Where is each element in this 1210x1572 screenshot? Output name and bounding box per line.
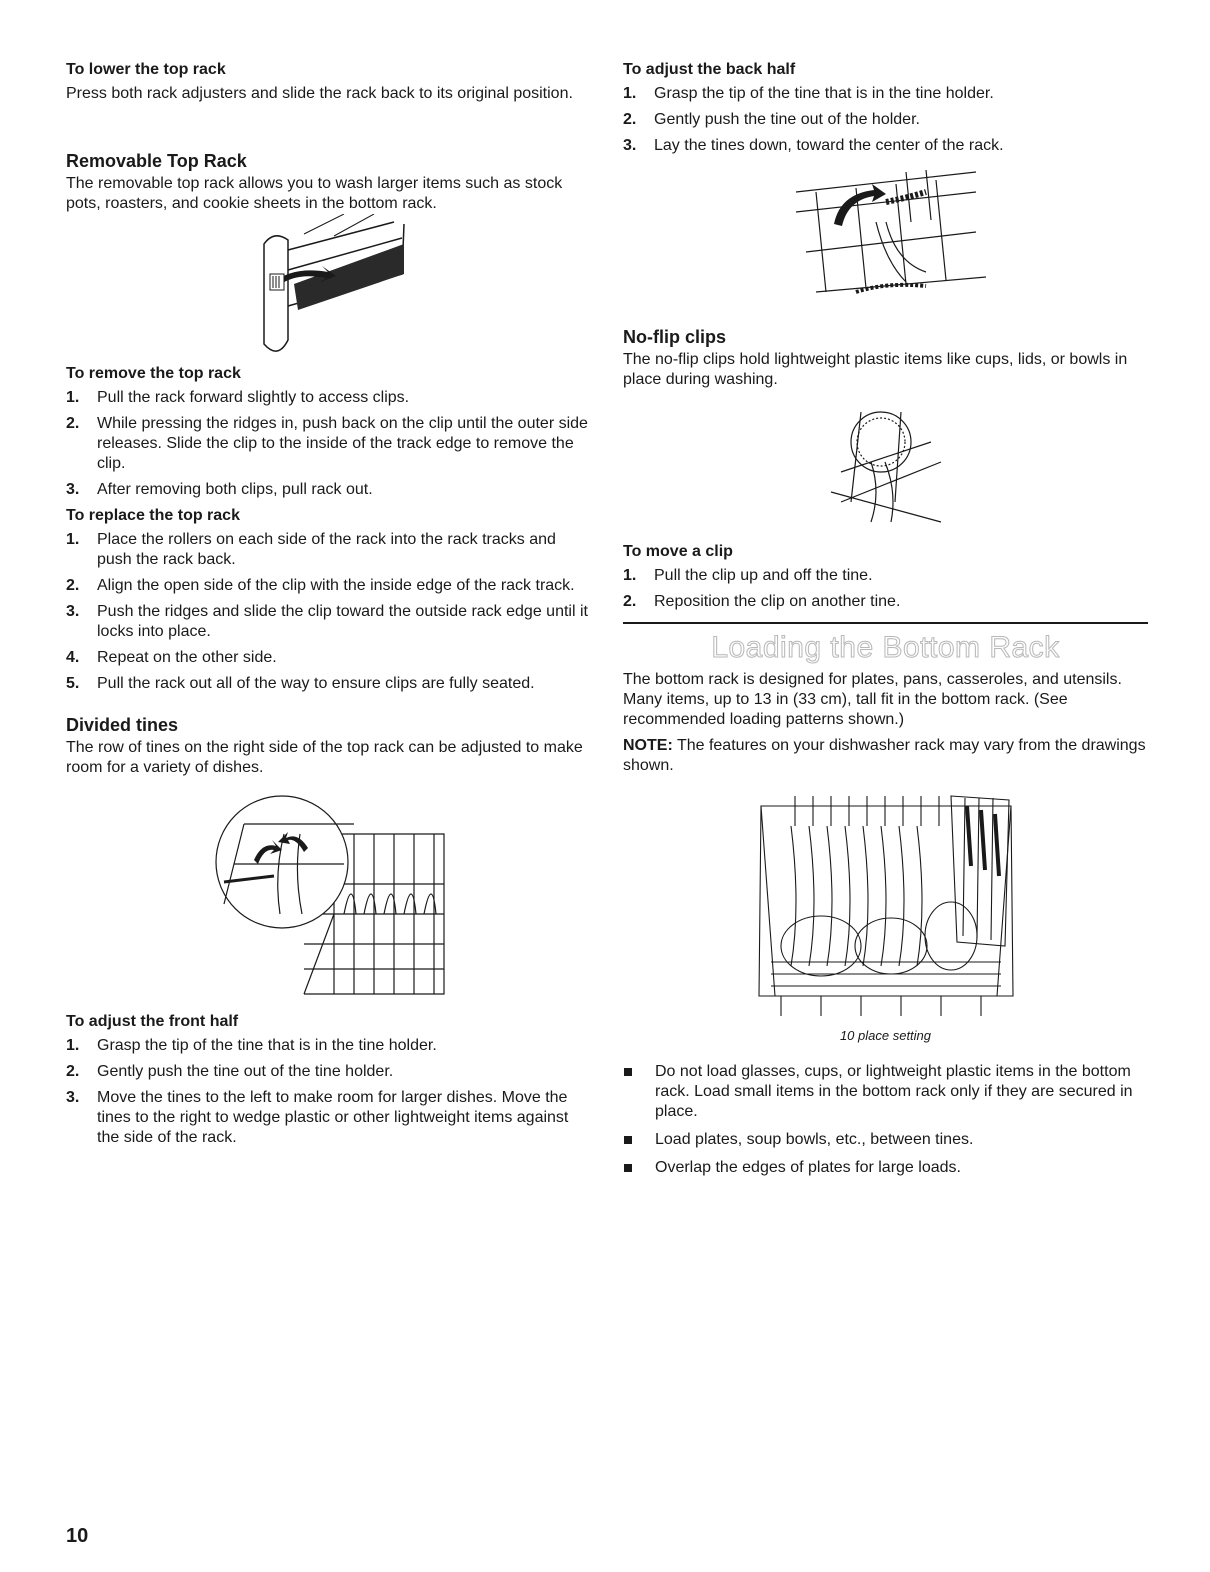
removable-rack-text: The removable top rack allows you to wash larger items such as stock pots, roasters, and cookie sheets in the bottom rack.: [66, 175, 563, 212]
list-item: 3. Move the tines to the left to make room for larger dishes. Move the tines to the right to wedge plastic or other lightweight items against the side of the rack.: [66, 1089, 569, 1146]
list-item: Overlap the edges of plates for large loads.: [623, 1158, 1148, 1178]
move-clip-steps: [623, 566, 1148, 612]
remove-rack-steps: [66, 388, 591, 500]
list-item: 2. Gently push the tine out of the tine holder.: [66, 1063, 394, 1080]
divided-tines-illustration: [204, 794, 454, 1006]
no-flip-clip-illustration: [821, 402, 951, 534]
loading-tips: [623, 1062, 1148, 1178]
list-item: 5. Pull the rack out all of the way to ensure clips are fully seated.: [66, 675, 535, 692]
loading-text: The bottom rack is designed for plates, pans, casseroles, and utensils. Many items, up to 13 in (33 cm), tall fit in the bottom rack. (See recommended loading patterns shown.): [623, 671, 1122, 728]
rack-caption: 10 place setting: [839, 1028, 932, 1043]
bottom-rack-illustration: [751, 786, 1021, 1024]
list-item: 1. Grasp the tip of the tine that is in the tine holder.: [623, 85, 994, 102]
list-item: 1. Place the rollers on each side of the rack into the rack tracks and push the rack back.: [66, 531, 556, 568]
rack-clip-illustration: [244, 214, 414, 362]
list-item: Load plates, soup bowls, etc., between tines.: [623, 1130, 1148, 1150]
page-number: 10: [66, 1525, 89, 1547]
list-item: 2. Align the open side of the clip with the inside edge of the rack track.: [66, 577, 575, 594]
list-item: 2. Gently push the tine out of the holder.: [623, 111, 920, 128]
list-item: 4. Repeat on the other side.: [66, 649, 277, 666]
list-item: 1. Pull the rack forward slightly to access clips.: [66, 389, 410, 406]
back-half-heading: To adjust the back half: [623, 61, 796, 78]
list-item: 1. Grasp the tip of the tine that is in the tine holder.: [66, 1037, 437, 1054]
move-clip-heading: To move a clip: [623, 543, 733, 560]
list-item: 3. Lay the tines down, toward the center of the rack.: [623, 137, 1004, 154]
lower-rack-heading: To lower the top rack: [66, 61, 226, 78]
bullet-icon: [624, 1164, 632, 1172]
back-half-steps: [623, 84, 1148, 156]
replace-rack-heading: To replace the top rack: [66, 507, 240, 524]
loading-banner: [623, 622, 1148, 668]
no-flip-text: The no-flip clips hold lightweight plastic items like cups, lids, or bowls in place during washing.: [623, 351, 1128, 388]
list-item: 1. Pull the clip up and off the tine.: [623, 567, 873, 584]
replace-rack-steps: [66, 530, 591, 694]
list-item: Do not load glasses, cups, or lightweight plastic items in the bottom rack. Load small items in the bottom rack only if they are secured in place.: [623, 1062, 1148, 1122]
right-column: [623, 60, 1148, 1186]
divided-tines-heading: Divided tines: [66, 715, 179, 735]
lower-rack-text: Press both rack adjusters and slide the rack back to its original position.: [66, 85, 573, 102]
no-flip-heading: No-flip clips: [623, 327, 726, 347]
front-half-heading: To adjust the front half: [66, 1013, 239, 1030]
removable-rack-heading: Removable Top Rack: [66, 151, 247, 171]
front-half-steps: [66, 1036, 591, 1148]
left-column: [66, 60, 591, 1154]
loading-note: NOTE: The features on your dishwasher rack may vary from the drawings shown.: [623, 737, 1146, 774]
bullet-icon: [624, 1068, 632, 1076]
divided-tines-text: The row of tines on the right side of the top rack can be adjusted to make room for a variety of dishes.: [66, 739, 583, 776]
remove-rack-heading: To remove the top rack: [66, 365, 241, 382]
back-half-tines-illustration: [786, 162, 986, 312]
bullet-icon: [624, 1136, 632, 1144]
list-item: 2. Reposition the clip on another tine.: [623, 593, 901, 610]
list-item: 3. Push the ridges and slide the clip toward the outside rack edge until it locks into place.: [66, 603, 588, 640]
list-item: 3. After removing both clips, pull rack out.: [66, 481, 373, 498]
loading-title: Loading the Bottom Rack: [711, 631, 1060, 664]
section-divider: [623, 622, 1148, 624]
list-item: 2. While pressing the ridges in, push back on the clip until the outer side releases. Slide the clip to the inside of the track edge to remove the clip.: [66, 415, 588, 472]
